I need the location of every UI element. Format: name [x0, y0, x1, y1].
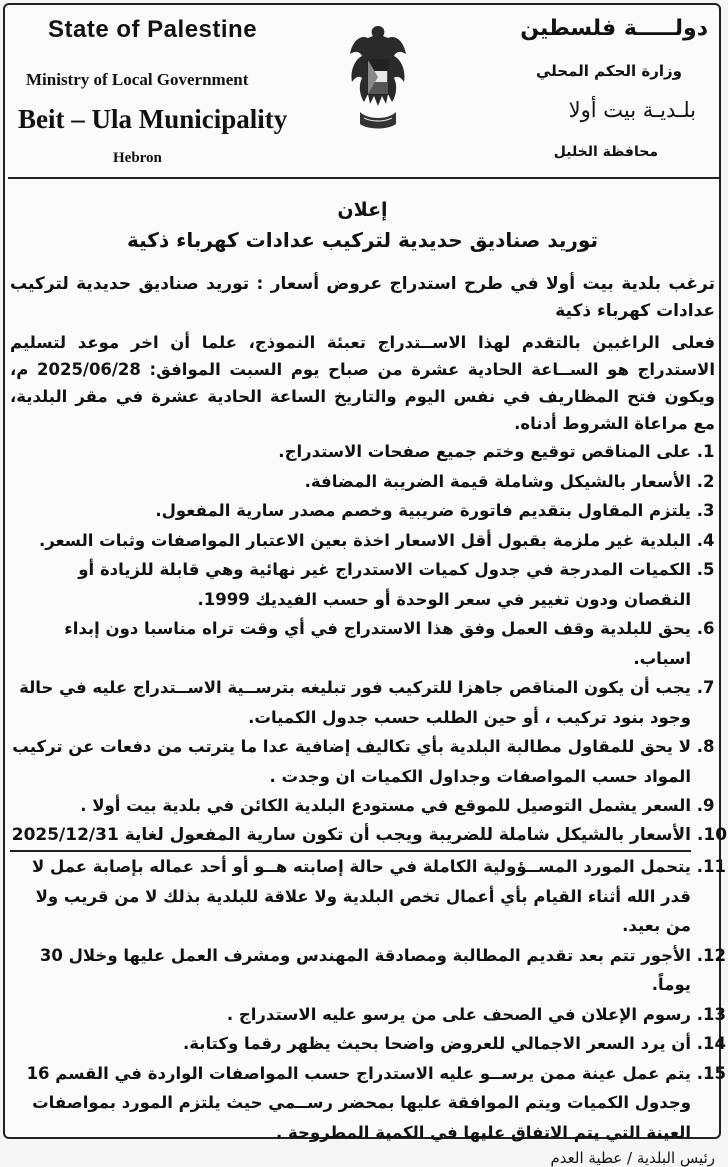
condition-item: 11. يتحمل المورد المســؤولية الكاملة في حالة إصابته هــو أو أحد عماله بإصابة عمل لا قدر الله أثناء القيام بأي أعمال تخص البلدية ولا علاقة للبلدية بذلك لا من قريب ولا من بعيد. [10, 852, 691, 941]
condition-item: 5. الكميات المدرجة في جدول كميات الاستدراج غير نهائية وهي قابلة للزيادة أو النقصان ودون تغيير في سعر الوحدة أو حسب الفيديك 1999. [10, 555, 691, 614]
condition-item: 12. الأجور تتم بعد تقديم المطالبة ومصادقة المهندس ومشرف العمل عليها وخلال 30 يوماً. [10, 941, 691, 1000]
notice-title: توريد صناديق حديدية لتركيب عدادات كهرباء ذكية [127, 228, 598, 252]
notice-body [10, 195, 715, 1167]
notice-intro: ترغب بلدية بيت أولا في طرح استدراج عروض أسعار : توريد صناديق حديدية لتركيب عدادات كهرباء ذكية [10, 274, 715, 321]
en-governorate-name: Hebron [113, 150, 162, 166]
condition-item: 3. يلتزم المقاول بتقديم فاتورة ضريبية وخصم مصدر سارية المفعول. [10, 496, 691, 526]
signature: رئيس البلدية / عطية العدم [550, 1149, 715, 1167]
conditions-list [10, 437, 715, 1147]
header-divider [8, 177, 720, 179]
ar-ministry-name: وزارة الحكم المحلي [535, 62, 682, 80]
condition-item: 13. رسوم الإعلان في الصحف على من يرسو عليه الاستدراج . [10, 1000, 691, 1030]
ar-municipality-name: بلـديـة بيت أولا [568, 98, 696, 122]
letterhead [0, 0, 728, 175]
notice-label: إعلان [337, 199, 388, 221]
ar-governorate-name: محافظة الخليل [553, 144, 658, 160]
en-state-name: State of Palestine [48, 16, 258, 43]
ar-state-name: دولـــــة فلسطين [520, 16, 708, 41]
eagle-emblem-icon [346, 20, 410, 140]
condition-item: 4. البلدية غير ملزمة بقبول أقل الاسعار اخذة بعين الاعتبار المواصفات وثبات السعر. [10, 526, 691, 556]
condition-item: 15. يتم عمل عينة ممن يرســو عليه الاستدراج حسب المواصفات الواردة في القسم 16 وجدول الكميات ويتم الموافقة عليها بمحضر رســمي حيث يلتزم المورد بمواصفات العينة التي يتم الاتفاق عليها في الكمية المطروحة . [10, 1059, 691, 1148]
condition-item: 7. يجب أن يكون المناقص جاهزا للتركيب فور تبليغه بترســية الاســتدراج عليه في حالة وجود بنود تركيب ، أو حين الطلب حسب جدول الكميات. [10, 673, 691, 732]
en-ministry-name: Ministry of Local Government [26, 70, 249, 89]
condition-item: 6. يحق للبلدية وقف العمل وفق هذا الاستدراج في أي وقت تراه مناسبا دون إبداء اسباب. [10, 614, 691, 673]
condition-item: 1. على المناقص توقيع وختم جميع صفحات الاستدراج. [10, 437, 691, 467]
en-municipality-name: Beit – Ula Municipality [18, 104, 288, 134]
condition-item: 9. السعر يشمل التوصيل للموقع في مستودع البلدية الكائن في بلدية بيت أولا . [10, 791, 691, 821]
condition-item: 2. الأسعار بالشيكل وشاملة قيمة الضريبة المضافة. [10, 467, 691, 497]
notice-paragraph: فعلى الراغبين بالتقدم لهذا الاســتدراج تعبئة النموذج، علما أن اخر موعد لتسليم الاستدراج هو الســاعة الحادية عشرة من صباح يوم السبت الموافق: 2025/06/28 م، ويكون فتح المظاريف في نفس اليوم والتاريخ الساعة الحادية عشرة في مقر البلدية، مع مراعاة الشروط أدناه. [10, 333, 716, 433]
condition-item: 8. لا يحق للمقاول مطالبة البلدية بأي تكاليف إضافية عدا ما يترتب من دفعات عن تركيب المواد حسب المواصفات وجداول الكميات ان وجدت . [10, 732, 691, 791]
condition-item-validity: 10. الأسعار بالشيكل شاملة للضريبة ويجب أن تكون سارية المفعول لغاية 2025/12/31 [10, 821, 691, 853]
condition-item: 14. أن يرد السعر الاجمالي للعروض واضحا بحيث يظهر رقما وكتابة. [10, 1029, 691, 1059]
